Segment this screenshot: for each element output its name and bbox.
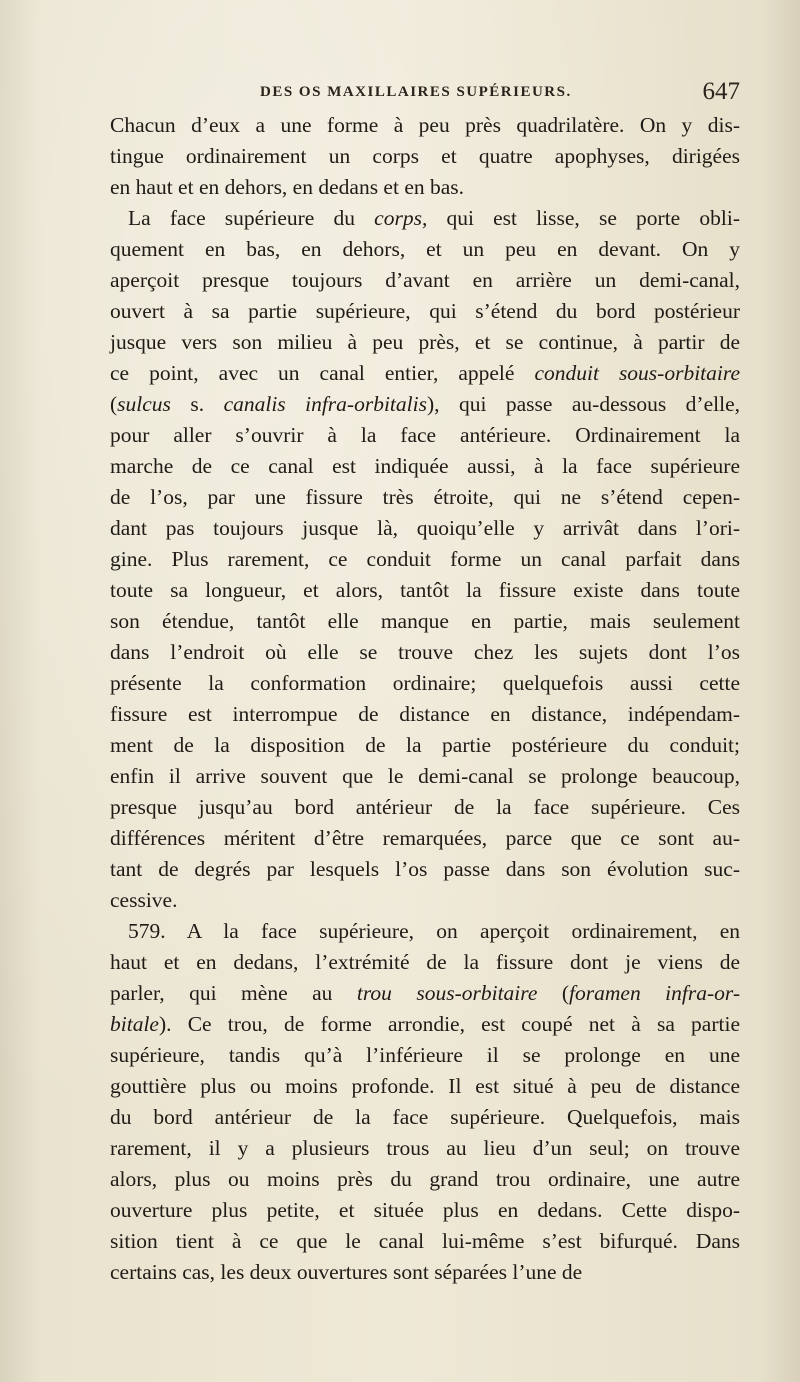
text-segment: tingue ordinairement un corps et quatre apophyses, dirigées: [110, 144, 740, 168]
text-segment: ment de la disposition de la partie postérieure du conduit;: [110, 733, 740, 757]
text-segment: parler, qui mène au: [110, 981, 357, 1005]
text-line: [110, 203, 740, 234]
text-segment: pour aller s’ouvrir à la face antérieure. Ordinairement la: [110, 423, 740, 447]
text-segment: certains cas, les deux ouvertures sont séparées l’une de: [110, 1260, 583, 1284]
text-line: [110, 234, 740, 265]
text-segment: (: [110, 392, 118, 416]
text-segment: jusque vers son milieu à peu près, et se continue, à partir de: [110, 330, 740, 354]
text-segment: gouttière plus ou moins profonde. Il est situé à peu de distance: [110, 1074, 740, 1098]
text-segment: aperçoit presque toujours d’avant en arrière un demi-canal,: [110, 268, 740, 292]
text-segment: presque jusqu’au bord antérieur de la face supérieure. Ces: [110, 795, 740, 819]
text-segment: toute sa longueur, et alors, tantôt la fissure existe dans toute: [110, 578, 740, 602]
text-line: [110, 854, 740, 885]
text-segment: marche de ce canal est indiquée aussi, à la face supérieure: [110, 454, 740, 478]
text-segment: (: [537, 981, 570, 1005]
text-segment: ce point, avec un canal entier, appelé: [110, 361, 535, 385]
text-line: [110, 1102, 740, 1133]
page-header: [110, 80, 740, 110]
text-segment: cessive.: [110, 888, 178, 912]
text-segment: son étendue, tantôt elle manque en partie, mais seulement: [110, 609, 740, 633]
text-line: [110, 420, 740, 451]
text-line: [110, 699, 740, 730]
running-head: DES OS MAXILLAIRES SUPÉRIEURS.: [260, 84, 572, 100]
text-line: [110, 1009, 740, 1040]
text-line: [110, 668, 740, 699]
italic-segment: foramen infra-or-: [569, 981, 740, 1005]
text-segment: en haut et en dehors, en dedans et en bas.: [110, 175, 465, 199]
text-line: [110, 637, 740, 668]
italic-segment: canalis infra-orbitalis: [223, 392, 427, 416]
text-segment: ), qui passe au-dessous d’elle,: [426, 392, 740, 416]
italic-segment: corps,: [374, 206, 428, 230]
italic-segment: sulcus: [117, 392, 171, 416]
italic-segment: bitale: [110, 1012, 159, 1036]
text-segment: ouvert à sa partie supérieure, qui s’étend du bord postérieur: [110, 299, 740, 323]
text-segment: ). Ce trou, de forme arrondie, est coupé net à sa partie: [158, 1012, 740, 1036]
text-line: [110, 358, 740, 389]
text-line: [110, 978, 740, 1009]
text-segment: gine. Plus rarement, ce conduit forme un canal parfait dans: [110, 547, 740, 571]
text-segment: enfin il arrive souvent que le demi-canal se prolonge beaucoup,: [110, 764, 740, 788]
text-line: [110, 885, 740, 916]
text-line: [110, 296, 740, 327]
body-text: [110, 110, 740, 1288]
text-segment: haut et en dedans, l’extrémité de la fissure dont je viens de: [110, 950, 740, 974]
text-line: [110, 916, 740, 947]
text-segment: s.: [170, 392, 224, 416]
text-line: [110, 482, 740, 513]
text-line: [110, 172, 740, 203]
text-segment: dans l’endroit où elle se trouve chez les sujets dont l’os: [110, 640, 740, 664]
page-number: 647: [702, 78, 740, 105]
text-segment: alors, plus ou moins près du grand trou ordinaire, une autre: [110, 1167, 740, 1191]
text-segment: ouverture plus petite, et située plus en dedans. Cette dispo-: [110, 1198, 740, 1222]
text-segment: rarement, il y a plusieurs trous au lieu d’un seul; on trouve: [110, 1136, 740, 1160]
text-line: [110, 792, 740, 823]
text-segment: du bord antérieur de la face supérieure. Quelquefois, mais: [110, 1105, 740, 1129]
text-line: [110, 1071, 740, 1102]
text-segment: dant pas toujours jusque là, quoiqu’elle y arrivât dans l’ori-: [110, 516, 740, 540]
text-segment: qui est lisse, se porte obli-: [427, 206, 740, 230]
text-line: [110, 575, 740, 606]
text-segment: Chacun d’eux a une forme à peu près quadrilatère. On y dis-: [110, 113, 740, 137]
text-line: [110, 947, 740, 978]
text-line: [110, 1195, 740, 1226]
text-segment: fissure est interrompue de distance en distance, indépendam-: [110, 702, 740, 726]
text-line: [110, 1226, 740, 1257]
text-segment: sition tient à ce que le canal lui-même s’est bifurqué. Dans: [110, 1229, 740, 1253]
text-line: [110, 1257, 740, 1288]
text-line: [110, 544, 740, 575]
text-segment: de l’os, par une fissure très étroite, qui ne s’étend cepen-: [110, 485, 740, 509]
text-line: [110, 606, 740, 637]
text-segment: différences méritent d’être remarquées, parce que ce sont au-: [110, 826, 740, 850]
text-line: [110, 730, 740, 761]
text-line: [110, 327, 740, 358]
text-line: [110, 1133, 740, 1164]
text-line: [110, 451, 740, 482]
text-line: [110, 1164, 740, 1195]
text-line: [110, 110, 740, 141]
text-segment: 579. A la face supérieure, on aperçoit ordinairement, en: [128, 919, 740, 943]
text-line: [110, 761, 740, 792]
text-segment: La face supérieure du: [128, 206, 375, 230]
text-line: [110, 823, 740, 854]
text-segment: tant de degrés par lesquels l’os passe dans son évolution suc-: [110, 857, 740, 881]
text-line: [110, 1040, 740, 1071]
text-line: [110, 141, 740, 172]
text-line: [110, 265, 740, 296]
text-segment: supérieure, tandis qu’à l’inférieure il se prolonge en une: [110, 1043, 740, 1067]
text-line: [110, 513, 740, 544]
italic-segment: conduit sous-orbitaire: [534, 361, 740, 385]
text-segment: quement en bas, en dehors, et un peu en devant. On y: [110, 237, 740, 261]
italic-segment: trou sous-orbitaire: [356, 981, 538, 1005]
text-line: [110, 389, 740, 420]
text-segment: présente la conformation ordinaire; quelquefois aussi cette: [110, 671, 740, 695]
